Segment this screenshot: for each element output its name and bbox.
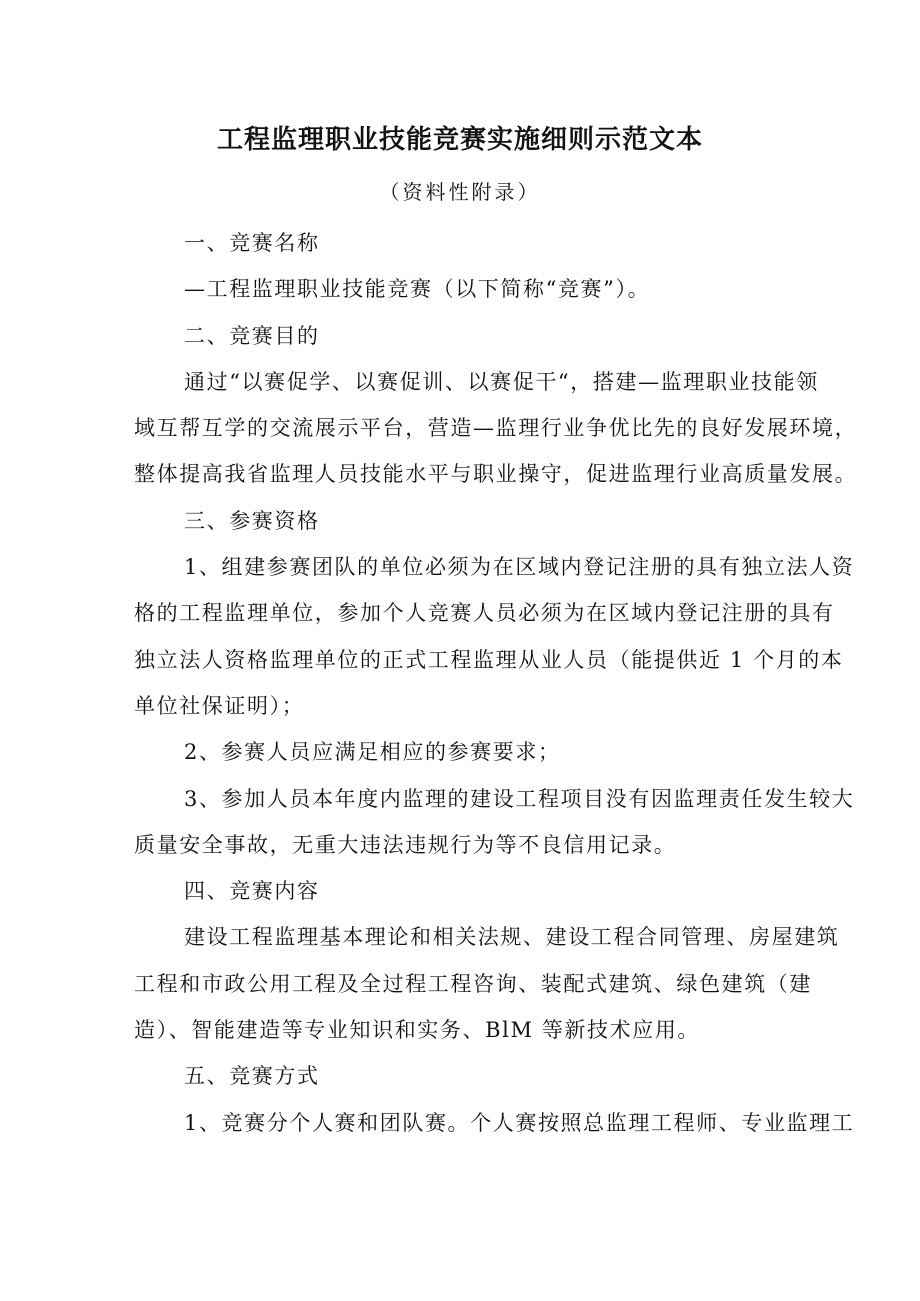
- section-heading: 二、竞赛目的: [184, 323, 320, 348]
- paragraph-line: 1、竞赛分个人赛和团队赛。个人赛按照总监理工程师、专业监理工: [184, 1110, 855, 1135]
- paragraph-line: 2、参赛人员应满足相应的参赛要求；: [184, 740, 561, 765]
- paragraph-line: 通过“以赛促学、以赛促训、以赛促干“，搭建—监理职业技能领: [184, 369, 819, 394]
- paragraph-line: 1、组建参赛团队的单位必须为在区域内登记注册的具有独立法人资: [184, 555, 855, 580]
- paragraph-line: 域互帮互学的交流展示平台，营造—监理行业争优比先的良好发展环境，: [134, 416, 858, 441]
- document-subtitle: （资料性附录）: [379, 180, 541, 204]
- paragraph-line: 造）、智能建造等专业知识和实务、BlM 等新技术应用。: [134, 1018, 701, 1043]
- paragraph-line: 质量安全事故，无重大违法违规行为等不良信用记录。: [134, 832, 677, 857]
- paragraph-line: 独立法人资格监理单位的正式工程监理从业人员（能提供近 1 个月的本: [134, 647, 844, 672]
- section-heading: 一、竞赛名称: [184, 231, 320, 255]
- paragraph-line: 建设工程监理基本理论和相关法规、建设工程合同管理、房屋建筑: [184, 925, 840, 950]
- document-title: 工程监理职业技能竞赛实施细则示范文本: [216, 125, 703, 155]
- paragraph-line: 工程和市政公用工程及全过程工程咨询、装配式建筑、绿色建筑（建: [134, 971, 812, 996]
- section-heading: 四、竞赛内容: [184, 879, 320, 904]
- paragraph-line: 单位社保证明）；: [134, 693, 305, 718]
- section-heading: 三、参赛资格: [184, 508, 320, 533]
- document-body: [134, 220, 874, 1146]
- paragraph-line: 格的工程监理单位，参加个人竞赛人员必须为在区域内登记注册的具有: [134, 601, 835, 626]
- paragraph-line: 3、参加人员本年度内监理的建设工程项目没有因监理责任发生较大: [184, 786, 855, 811]
- paragraph-line: —工程监理职业技能竞赛（以下简称“竞赛”）。: [184, 277, 651, 302]
- section-heading: 五、竞赛方式: [184, 1064, 320, 1089]
- paragraph-line: 整体提高我省监理人员技能水平与职业操守，促进监理行业高质量发展。: [134, 462, 858, 487]
